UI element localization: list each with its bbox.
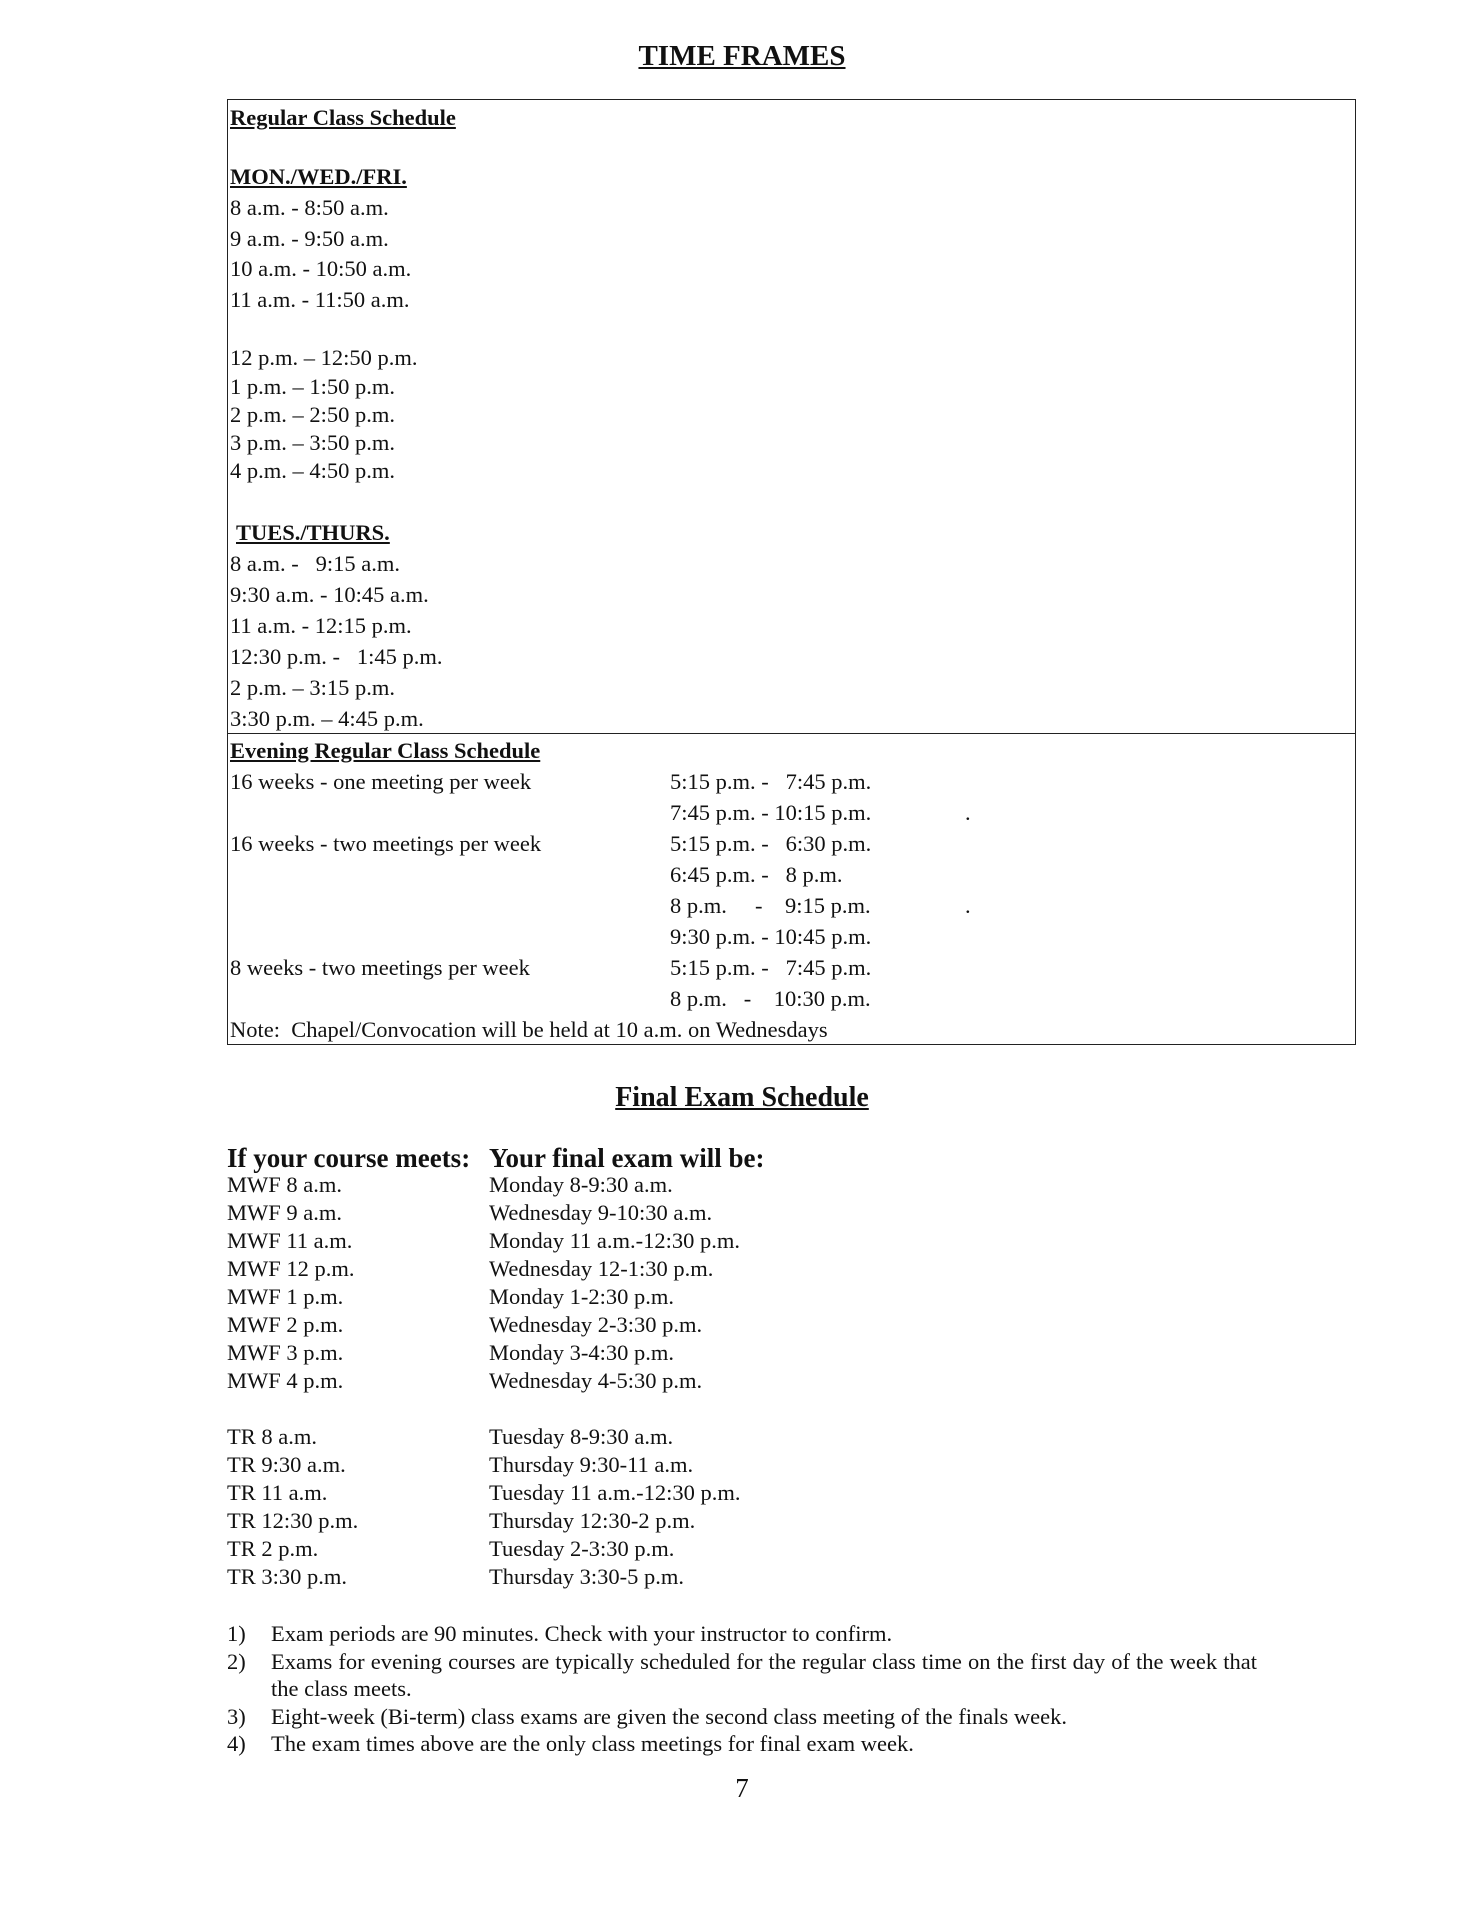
evening-row-mark: . (965, 893, 971, 918)
exam-note (227, 1648, 1257, 1703)
mwf-exam: Wednesday 9-10:30 a.m. (489, 1200, 713, 1225)
final-exam-title: Final Exam Schedule (615, 1082, 869, 1113)
tr-exam: Tuesday 11 a.m.-12:30 p.m. (489, 1480, 741, 1505)
evening-row-label: 16 weeks - two meetings per week (230, 831, 542, 856)
tr-meets: TR 3:30 p.m. (227, 1564, 348, 1589)
mwf-meets: MWF 3 p.m. (227, 1340, 344, 1365)
tr-heading: TUES./THURS. (236, 520, 390, 545)
evening-row-time: 8 p.m. - 9:15 p.m. (670, 893, 871, 918)
mwf-meets: MWF 8 a.m. (227, 1172, 342, 1197)
note-text: The exam times above are the only class meetings for final exam week. (271, 1731, 914, 1756)
tr-exam: Thursday 3:30-5 p.m. (489, 1564, 684, 1589)
col-header-meets: If your course meets: (227, 1143, 471, 1173)
tr-exam: Thursday 12:30-2 p.m. (489, 1508, 696, 1533)
evening-row-label: 16 weeks - one meeting per week (230, 769, 532, 794)
box-divider (227, 733, 1356, 734)
mwf-exam: Monday 1-2:30 p.m. (489, 1284, 674, 1309)
mwf-exam: Monday 11 a.m.-12:30 p.m. (489, 1228, 741, 1253)
mwf-exam: Monday 3-4:30 p.m. (489, 1340, 674, 1365)
tr-time: 3:30 p.m. – 4:45 p.m. (230, 706, 424, 731)
note-number: 2) (227, 1648, 246, 1674)
tr-meets: TR 2 p.m. (227, 1536, 319, 1561)
note-number: 3) (227, 1703, 246, 1729)
mwf-exam: Wednesday 2-3:30 p.m. (489, 1312, 703, 1337)
evening-row-mark: . (965, 800, 971, 825)
tr-time: 8 a.m. - 9:15 a.m. (230, 551, 400, 576)
mwf-exam: Monday 8-9:30 a.m. (489, 1172, 673, 1197)
note-text: Eight-week (Bi-term) class exams are given the second class meeting of the finals week. (271, 1703, 1067, 1729)
evening-row-time: 7:45 p.m. - 10:15 p.m. (670, 800, 872, 825)
mwf-time-pm: 4 p.m. – 4:50 p.m. (230, 458, 396, 483)
mwf-meets: MWF 2 p.m. (227, 1312, 344, 1337)
tr-time: 2 p.m. – 3:15 p.m. (230, 675, 396, 700)
mwf-time-pm: 12 p.m. – 12:50 p.m. (230, 345, 418, 370)
mwf-meets: MWF 9 a.m. (227, 1200, 342, 1225)
evening-row-time: 5:15 p.m. - 6:30 p.m. (670, 831, 872, 856)
note-text: Exam periods are 90 minutes. Check with your instructor to confirm. (271, 1621, 893, 1646)
mwf-time-pm: 2 p.m. – 2:50 p.m. (230, 402, 396, 427)
mwf-exam: Wednesday 12-1:30 p.m. (489, 1256, 714, 1281)
tr-meets: TR 12:30 p.m. (227, 1508, 359, 1533)
tr-exam: Thursday 9:30-11 a.m. (489, 1452, 694, 1477)
mwf-heading: MON./WED./FRI. (230, 164, 407, 189)
mwf-exam: Wednesday 4-5:30 p.m. (489, 1368, 703, 1393)
mwf-time: 9 a.m. - 9:50 a.m. (230, 226, 389, 251)
mwf-time: 11 a.m. - 11:50 a.m. (230, 287, 410, 312)
col-header-exam: Your final exam will be: (489, 1143, 765, 1173)
mwf-meets: MWF 12 p.m. (227, 1256, 355, 1281)
tr-meets: TR 11 a.m. (227, 1480, 328, 1505)
tr-exam: Tuesday 2-3:30 p.m. (489, 1536, 675, 1561)
mwf-time-pm: 3 p.m. – 3:50 p.m. (230, 430, 396, 455)
mwf-meets: MWF 11 a.m. (227, 1228, 353, 1253)
exam-note (227, 1620, 1257, 1648)
mwf-meets: MWF 1 p.m. (227, 1284, 344, 1309)
tr-time: 12:30 p.m. - 1:45 p.m. (230, 644, 443, 669)
evening-row-time: 5:15 p.m. - 7:45 p.m. (670, 955, 872, 980)
chapel-note: Note: Chapel/Convocation will be held at 10 a.m. on Wednesdays (230, 1017, 828, 1042)
regular-schedule-heading: Regular Class Schedule (230, 105, 456, 130)
exam-note (227, 1703, 1257, 1731)
note-number: 4) (227, 1731, 246, 1756)
evening-row-time: 9:30 p.m. - 10:45 p.m. (670, 924, 872, 949)
tr-time: 11 a.m. - 12:15 p.m. (230, 613, 412, 638)
evening-schedule-heading: Evening Regular Class Schedule (230, 738, 541, 763)
mwf-meets: MWF 4 p.m. (227, 1368, 344, 1393)
mwf-time: 10 a.m. - 10:50 a.m. (230, 256, 412, 281)
evening-row-label: 8 weeks - two meetings per week (230, 955, 530, 980)
note-number: 1) (227, 1621, 246, 1646)
exam-notes-list (227, 1620, 1257, 1758)
tr-time: 9:30 a.m. - 10:45 a.m. (230, 582, 429, 607)
tr-exam: Tuesday 8-9:30 a.m. (489, 1424, 674, 1449)
tr-meets: TR 9:30 a.m. (227, 1452, 346, 1477)
page-title: TIME FRAMES (638, 40, 846, 72)
evening-row-time: 8 p.m. - 10:30 p.m. (670, 986, 871, 1011)
exam-note (227, 1730, 1257, 1758)
tr-meets: TR 8 a.m. (227, 1424, 317, 1449)
page-number: 7 (735, 1773, 749, 1803)
mwf-time: 8 a.m. - 8:50 a.m. (230, 195, 389, 220)
mwf-time-pm: 1 p.m. – 1:50 p.m. (230, 374, 396, 399)
evening-row-time: 5:15 p.m. - 7:45 p.m. (670, 769, 872, 794)
evening-row-time: 6:45 p.m. - 8 p.m. (670, 862, 843, 887)
note-text: Exams for evening courses are typically scheduled for the regular class time on the first day of the week that the class meets. (271, 1648, 1257, 1701)
